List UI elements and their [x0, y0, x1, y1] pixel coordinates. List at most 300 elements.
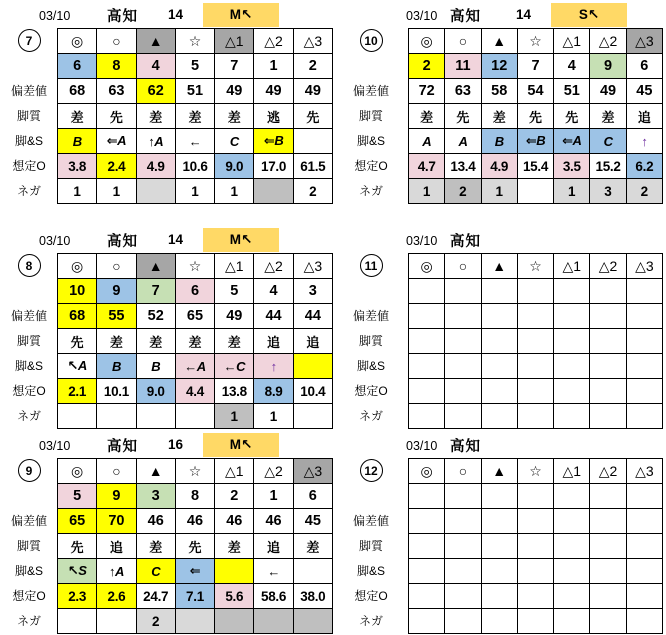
nega-cell[interactable]	[627, 609, 663, 634]
horse-number-cell[interactable]: 11	[445, 54, 481, 79]
kyaku-s-cell[interactable]: ⇐	[176, 559, 215, 584]
kyaku-s-cell[interactable]	[294, 354, 333, 379]
nega-cell[interactable]	[627, 404, 663, 429]
souteio-cell[interactable]	[482, 584, 518, 609]
horse-number-cell[interactable]: 6	[58, 54, 97, 79]
nega-cell[interactable]	[137, 179, 176, 204]
hensachi-cell[interactable]	[590, 304, 626, 329]
hensachi-cell[interactable]	[590, 509, 626, 534]
kyaku-s-cell[interactable]: ←	[176, 129, 215, 154]
mark-cell[interactable]: ○	[445, 254, 481, 279]
hensachi-cell[interactable]	[445, 509, 481, 534]
data-grid	[57, 458, 333, 634]
kyaku-s-cell[interactable]: B	[482, 129, 518, 154]
kyaku-s-cell[interactable]	[627, 354, 663, 379]
label-spacer	[334, 483, 408, 508]
kyakushitsu-cell[interactable]: 差	[97, 329, 136, 354]
nega-cell[interactable]: 2	[627, 179, 663, 204]
kyaku-s-cell[interactable]: ←C	[215, 354, 254, 379]
hensachi-cell[interactable]: 45	[627, 79, 663, 104]
kyaku-s-cell[interactable]	[482, 354, 518, 379]
row-label-kyakushitsu: 脚質	[16, 334, 41, 348]
kyaku-s-cell[interactable]: B	[97, 354, 136, 379]
horse-number-cell[interactable]: 1	[254, 484, 293, 509]
hensachi-cell[interactable]: 72	[409, 79, 445, 104]
kyaku-s-cell[interactable]	[445, 559, 481, 584]
nega-cell[interactable]	[409, 404, 445, 429]
kyaku-s-cell[interactable]: A	[409, 129, 445, 154]
souteio-cell[interactable]	[409, 584, 445, 609]
kyaku-s-cell[interactable]: ⇐B	[254, 129, 293, 154]
kyaku-s-cell[interactable]: B	[137, 354, 176, 379]
mark-cell[interactable]: ▲	[137, 29, 176, 54]
souteio-cell[interactable]: 61.5	[294, 154, 333, 179]
horse-number-cell[interactable]: 9	[97, 279, 136, 304]
kyakushitsu-cell[interactable]	[627, 329, 663, 354]
horse-number-cell[interactable]: 4	[137, 54, 176, 79]
souteio-cell[interactable]: 58.6	[254, 584, 293, 609]
horse-number-cell[interactable]: 12	[482, 54, 518, 79]
nega-cell[interactable]	[409, 609, 445, 634]
nega-cell[interactable]: 3	[590, 179, 626, 204]
souteio-cell[interactable]: 9.0	[137, 379, 176, 404]
mark-cell[interactable]: ☆	[176, 29, 215, 54]
race-date: 03/10	[406, 9, 438, 23]
mark-cell[interactable]: ☆	[176, 254, 215, 279]
kyakushitsu-cell[interactable]: 先	[518, 104, 554, 129]
hensachi-cell[interactable]: 65	[176, 304, 215, 329]
horse-number-cell[interactable]: 8	[97, 54, 136, 79]
kyakushitsu-cell[interactable]: 追	[294, 329, 333, 354]
nega-cell[interactable]	[254, 179, 293, 204]
mark-cell[interactable]: △3	[294, 254, 333, 279]
souteio-cell[interactable]: 24.7	[137, 584, 176, 609]
hensachi-cell[interactable]: 68	[58, 304, 97, 329]
souteio-cell[interactable]: 3.5	[554, 154, 590, 179]
nega-cell[interactable]	[482, 609, 518, 634]
kyaku-s-cell[interactable]	[294, 129, 333, 154]
hensachi-cell[interactable]: 45	[294, 509, 333, 534]
kyakushitsu-cell[interactable]: 先	[445, 104, 481, 129]
horse-number-cell[interactable]	[482, 484, 518, 509]
mark-cell[interactable]: ◎	[409, 254, 445, 279]
kyakushitsu-cell[interactable]	[482, 534, 518, 559]
nega-cell[interactable]: 1	[554, 179, 590, 204]
mark-cell[interactable]: ○	[445, 459, 481, 484]
mark-cell[interactable]: △1	[554, 459, 590, 484]
kyaku-s-cell[interactable]	[445, 354, 481, 379]
souteio-cell[interactable]: 5.6	[215, 584, 254, 609]
hensachi-cell[interactable]: 46	[215, 509, 254, 534]
horse-number-cell[interactable]: 2	[215, 484, 254, 509]
nega-cell[interactable]: 2	[137, 609, 176, 634]
souteio-cell[interactable]: 4.9	[137, 154, 176, 179]
horse-number-cell[interactable]	[409, 484, 445, 509]
mark-cell[interactable]: ▲	[137, 459, 176, 484]
kyaku-s-cell[interactable]	[518, 354, 554, 379]
hensachi-cell[interactable]: 68	[58, 79, 97, 104]
kyaku-s-cell[interactable]	[518, 559, 554, 584]
hensachi-cell[interactable]: 51	[554, 79, 590, 104]
nega-cell[interactable]: 1	[482, 179, 518, 204]
mark-cell[interactable]: ○	[97, 459, 136, 484]
mark-cell[interactable]: ▲	[482, 254, 518, 279]
mark-cell[interactable]: ◎	[409, 459, 445, 484]
souteio-cell[interactable]: 17.0	[254, 154, 293, 179]
nega-cell[interactable]: 1	[97, 179, 136, 204]
hensachi-cell[interactable]: 49	[254, 79, 293, 104]
horse-number-cell[interactable]: 6	[627, 54, 663, 79]
souteio-cell[interactable]: 4.7	[409, 154, 445, 179]
hensachi-cell[interactable]	[627, 509, 663, 534]
kyakushitsu-cell[interactable]: 差	[215, 104, 254, 129]
souteio-cell[interactable]: 8.9	[254, 379, 293, 404]
kyaku-s-cell[interactable]	[590, 354, 626, 379]
horse-number-cell[interactable]	[518, 484, 554, 509]
nega-cell[interactable]: 1	[58, 179, 97, 204]
kyakushitsu-cell[interactable]	[627, 534, 663, 559]
mark-cell[interactable]: ○	[97, 254, 136, 279]
kyakushitsu-cell[interactable]: 追	[627, 104, 663, 129]
mark-cell[interactable]: ▲	[482, 29, 518, 54]
mark-cell[interactable]: ○	[97, 29, 136, 54]
horse-number-cell[interactable]	[627, 279, 663, 304]
souteio-cell[interactable]	[627, 584, 663, 609]
mark-cell[interactable]: △3	[294, 29, 333, 54]
souteio-cell[interactable]: 2.1	[58, 379, 97, 404]
souteio-cell[interactable]	[445, 584, 481, 609]
souteio-cell[interactable]: 15.4	[518, 154, 554, 179]
kyakushitsu-cell[interactable]: 差	[215, 329, 254, 354]
kyaku-s-cell[interactable]	[409, 354, 445, 379]
souteio-cell[interactable]: 13.8	[215, 379, 254, 404]
souteio-cell[interactable]: 4.9	[482, 154, 518, 179]
kyaku-s-cell[interactable]: C	[590, 129, 626, 154]
mark-cell[interactable]: ▲	[482, 459, 518, 484]
nega-cell[interactable]	[554, 404, 590, 429]
horse-number-cell[interactable]: 9	[97, 484, 136, 509]
nega-cell[interactable]	[445, 404, 481, 429]
mark-cell[interactable]: △2	[590, 459, 626, 484]
hensachi-cell[interactable]	[554, 304, 590, 329]
hensachi-cell[interactable]	[409, 304, 445, 329]
nega-cell[interactable]	[590, 404, 626, 429]
nega-cell[interactable]	[176, 404, 215, 429]
souteio-cell[interactable]: 15.2	[590, 154, 626, 179]
hensachi-cell[interactable]: 62	[137, 79, 176, 104]
kyaku-s-cell[interactable]: ⇐B	[518, 129, 554, 154]
horse-number-cell[interactable]: 3	[294, 279, 333, 304]
hensachi-cell[interactable]: 44	[254, 304, 293, 329]
kyakushitsu-cell[interactable]	[590, 534, 626, 559]
souteio-cell[interactable]	[482, 379, 518, 404]
mark-cell[interactable]: ☆	[518, 254, 554, 279]
mark-cell[interactable]: ☆	[518, 459, 554, 484]
kyakushitsu-cell[interactable]: 先	[97, 104, 136, 129]
souteio-cell[interactable]: 10.4	[294, 379, 333, 404]
kyaku-s-cell[interactable]: ↖A	[58, 354, 97, 379]
hensachi-cell[interactable]	[482, 304, 518, 329]
kyaku-s-cell[interactable]: A	[445, 129, 481, 154]
horse-number-cell[interactable]: 2	[409, 54, 445, 79]
souteio-cell[interactable]	[590, 379, 626, 404]
kyaku-s-cell[interactable]: ↑	[627, 129, 663, 154]
souteio-cell[interactable]: 7.1	[176, 584, 215, 609]
nega-cell[interactable]	[254, 609, 293, 634]
mark-cell[interactable]: △2	[254, 29, 293, 54]
souteio-cell[interactable]	[627, 379, 663, 404]
souteio-cell[interactable]: 9.0	[215, 154, 254, 179]
horse-number-cell[interactable]: 7	[137, 279, 176, 304]
horse-number-cell[interactable]: 10	[58, 279, 97, 304]
hensachi-cell[interactable]: 52	[137, 304, 176, 329]
kyaku-s-cell[interactable]: C	[215, 129, 254, 154]
nega-cell[interactable]: 1	[215, 404, 254, 429]
hensachi-cell[interactable]: 63	[97, 79, 136, 104]
hensachi-cell[interactable]	[409, 509, 445, 534]
kyaku-s-cell[interactable]: ↑	[254, 354, 293, 379]
horse-number-cell[interactable]: 2	[294, 54, 333, 79]
kyakushitsu-cell[interactable]: 先	[58, 329, 97, 354]
horse-number-cell[interactable]	[554, 279, 590, 304]
kyakushitsu-cell[interactable]	[590, 329, 626, 354]
kyakushitsu-cell[interactable]	[554, 329, 590, 354]
hensachi-cell[interactable]: 49	[294, 79, 333, 104]
horse-number-cell[interactable]: 8	[176, 484, 215, 509]
nega-cell[interactable]	[445, 609, 481, 634]
mark-cell[interactable]: △1	[554, 254, 590, 279]
hensachi-cell[interactable]: 49	[215, 79, 254, 104]
kyaku-s-cell[interactable]	[590, 559, 626, 584]
kyaku-s-cell[interactable]	[215, 559, 254, 584]
mark-cell[interactable]: ◎	[58, 459, 97, 484]
nega-cell[interactable]	[97, 609, 136, 634]
horse-number-cell[interactable]: 1	[254, 54, 293, 79]
kyakushitsu-cell[interactable]: 差	[137, 534, 176, 559]
hensachi-cell[interactable]	[627, 304, 663, 329]
hensachi-cell[interactable]: 46	[176, 509, 215, 534]
souteio-cell[interactable]: 2.6	[97, 584, 136, 609]
kyakushitsu-cell[interactable]: 逃	[254, 104, 293, 129]
kyakushitsu-cell[interactable]: 差	[215, 534, 254, 559]
mark-cell[interactable]: △3	[627, 459, 663, 484]
kyakushitsu-cell[interactable]: 差	[590, 104, 626, 129]
horse-number-cell[interactable]: 9	[590, 54, 626, 79]
nega-cell[interactable]	[482, 404, 518, 429]
horse-number-cell[interactable]: 5	[58, 484, 97, 509]
hensachi-cell[interactable]	[518, 304, 554, 329]
mark-cell[interactable]: ▲	[137, 254, 176, 279]
horse-number-cell[interactable]	[554, 484, 590, 509]
souteio-cell[interactable]	[554, 584, 590, 609]
hensachi-cell[interactable]: 65	[58, 509, 97, 534]
nega-cell[interactable]	[518, 179, 554, 204]
horse-number-cell[interactable]: 3	[137, 484, 176, 509]
kyaku-s-cell[interactable]: ↑A	[97, 559, 136, 584]
hensachi-cell[interactable]: 63	[445, 79, 481, 104]
horse-number-cell[interactable]: 7	[215, 54, 254, 79]
nega-cell[interactable]	[554, 609, 590, 634]
nega-cell[interactable]	[176, 609, 215, 634]
nega-cell[interactable]: 2	[445, 179, 481, 204]
mark-cell[interactable]: △3	[627, 29, 663, 54]
kyakushitsu-cell[interactable]: 追	[254, 534, 293, 559]
souteio-cell[interactable]: 3.8	[58, 154, 97, 179]
horse-number-cell[interactable]	[590, 484, 626, 509]
mark-cell[interactable]: ○	[445, 29, 481, 54]
hensachi-cell[interactable]: 49	[215, 304, 254, 329]
mark-cell[interactable]: ◎	[58, 254, 97, 279]
kyakushitsu-cell[interactable]: 追	[97, 534, 136, 559]
souteio-cell[interactable]	[518, 379, 554, 404]
kyakushitsu-cell[interactable]	[445, 534, 481, 559]
souteio-cell[interactable]	[409, 379, 445, 404]
kyaku-s-cell[interactable]	[294, 559, 333, 584]
hensachi-cell[interactable]: 70	[97, 509, 136, 534]
kyakushitsu-cell[interactable]	[482, 329, 518, 354]
horse-number-cell[interactable]	[445, 484, 481, 509]
kyaku-s-cell[interactable]	[554, 354, 590, 379]
kyakushitsu-cell[interactable]: 先	[554, 104, 590, 129]
kyakushitsu-cell[interactable]	[409, 329, 445, 354]
hensachi-cell[interactable]	[518, 509, 554, 534]
souteio-cell[interactable]: 2.4	[97, 154, 136, 179]
hensachi-cell[interactable]: 58	[482, 79, 518, 104]
horse-number-cell[interactable]	[445, 279, 481, 304]
horse-number-cell[interactable]	[409, 279, 445, 304]
hensachi-cell[interactable]: 46	[137, 509, 176, 534]
nega-cell[interactable]	[97, 404, 136, 429]
kyaku-s-cell[interactable]	[627, 559, 663, 584]
horse-number-cell[interactable]	[518, 279, 554, 304]
nega-cell[interactable]	[294, 404, 333, 429]
kyaku-s-cell[interactable]: ←	[254, 559, 293, 584]
hensachi-cell[interactable]	[445, 304, 481, 329]
souteio-cell[interactable]	[554, 379, 590, 404]
horse-number-cell[interactable]: 5	[215, 279, 254, 304]
mark-cell[interactable]: ☆	[518, 29, 554, 54]
row-label-souteio: 想定O	[12, 589, 46, 603]
kyakushitsu-cell[interactable]: 差	[409, 104, 445, 129]
nega-cell[interactable]	[518, 404, 554, 429]
mark-cell[interactable]: △2	[254, 254, 293, 279]
mark-cell[interactable]: △3	[627, 254, 663, 279]
kyakushitsu-cell[interactable]: 追	[254, 329, 293, 354]
nega-cell[interactable]	[58, 404, 97, 429]
horse-number-cell[interactable]: 6	[176, 279, 215, 304]
kyakushitsu-cell[interactable]	[409, 534, 445, 559]
hensachi-cell[interactable]: 55	[97, 304, 136, 329]
mark-cell[interactable]: △2	[590, 29, 626, 54]
mark-cell[interactable]: △1	[215, 254, 254, 279]
horse-number-cell[interactable]: 7	[518, 54, 554, 79]
hensachi-cell[interactable]: 54	[518, 79, 554, 104]
kyakushitsu-cell[interactable]: 先	[176, 534, 215, 559]
horse-number-cell[interactable]: 5	[176, 54, 215, 79]
nega-cell[interactable]	[58, 609, 97, 634]
souteio-cell[interactable]: 13.4	[445, 154, 481, 179]
kyaku-s-cell[interactable]	[409, 559, 445, 584]
horse-number-cell[interactable]: 4	[254, 279, 293, 304]
kyaku-s-cell[interactable]: ←A	[176, 354, 215, 379]
kyakushitsu-cell[interactable]: 差	[58, 104, 97, 129]
kyaku-s-cell[interactable]	[482, 559, 518, 584]
hensachi-cell[interactable]: 51	[176, 79, 215, 104]
kyakushitsu-cell[interactable]: 差	[176, 104, 215, 129]
kyaku-s-cell[interactable]: ⇐A	[97, 129, 136, 154]
kyakushitsu-cell[interactable]: 先	[294, 104, 333, 129]
kyaku-s-cell[interactable]: C	[137, 559, 176, 584]
nega-cell[interactable]	[518, 609, 554, 634]
kyaku-s-cell[interactable]: ↑A	[137, 129, 176, 154]
horse-number-cell[interactable]	[482, 279, 518, 304]
nega-cell[interactable]: 1	[215, 179, 254, 204]
kyakushitsu-cell[interactable]	[518, 329, 554, 354]
mark-cell[interactable]: △1	[554, 29, 590, 54]
kyakushitsu-cell[interactable]	[445, 329, 481, 354]
kyakushitsu-cell[interactable]: 差	[294, 534, 333, 559]
mark-cell[interactable]: △2	[254, 459, 293, 484]
kyakushitsu-cell[interactable]: 差	[482, 104, 518, 129]
hensachi-cell[interactable]: 49	[590, 79, 626, 104]
kyaku-s-cell[interactable]: ↖S	[58, 559, 97, 584]
horse-number-cell[interactable]: 6	[294, 484, 333, 509]
nega-cell[interactable]	[294, 609, 333, 634]
nega-cell[interactable]	[137, 404, 176, 429]
mark-cell[interactable]: ◎	[409, 29, 445, 54]
souteio-cell[interactable]	[590, 584, 626, 609]
nega-cell[interactable]: 1	[254, 404, 293, 429]
hensachi-cell[interactable]: 44	[294, 304, 333, 329]
souteio-cell[interactable]: 10.1	[97, 379, 136, 404]
kyakushitsu-cell[interactable]: 差	[137, 104, 176, 129]
mark-cell[interactable]: △2	[590, 254, 626, 279]
mark-cell[interactable]: △3	[294, 459, 333, 484]
souteio-cell[interactable]: 2.3	[58, 584, 97, 609]
horse-number-cell[interactable]: 4	[554, 54, 590, 79]
mark-cell[interactable]: △1	[215, 29, 254, 54]
souteio-cell[interactable]: 10.6	[176, 154, 215, 179]
kyaku-s-cell[interactable]: ⇐A	[554, 129, 590, 154]
horse-number-cell[interactable]	[590, 279, 626, 304]
souteio-cell[interactable]: 4.4	[176, 379, 215, 404]
souteio-cell[interactable]	[445, 379, 481, 404]
nega-cell[interactable]: 1	[176, 179, 215, 204]
nega-cell[interactable]: 2	[294, 179, 333, 204]
kyakushitsu-cell[interactable]	[554, 534, 590, 559]
row-labels	[334, 253, 408, 428]
nega-cell[interactable]	[215, 609, 254, 634]
hensachi-cell[interactable]	[554, 509, 590, 534]
souteio-cell[interactable]: 38.0	[294, 584, 333, 609]
kyaku-s-cell[interactable]	[554, 559, 590, 584]
kyaku-s-cell[interactable]: B	[58, 129, 97, 154]
mark-cell[interactable]: △1	[215, 459, 254, 484]
kyakushitsu-cell[interactable]	[518, 534, 554, 559]
nega-cell[interactable]	[590, 609, 626, 634]
kyakushitsu-cell[interactable]: 差	[176, 329, 215, 354]
horse-number-cell[interactable]	[627, 484, 663, 509]
souteio-cell[interactable]: 6.2	[627, 154, 663, 179]
souteio-cell[interactable]	[518, 584, 554, 609]
hensachi-cell[interactable]: 46	[254, 509, 293, 534]
kyakushitsu-cell[interactable]: 先	[58, 534, 97, 559]
kyakushitsu-cell[interactable]: 差	[137, 329, 176, 354]
nega-cell[interactable]: 1	[409, 179, 445, 204]
mark-cell[interactable]: ☆	[176, 459, 215, 484]
mark-cell[interactable]: ◎	[58, 29, 97, 54]
hensachi-cell[interactable]	[482, 509, 518, 534]
